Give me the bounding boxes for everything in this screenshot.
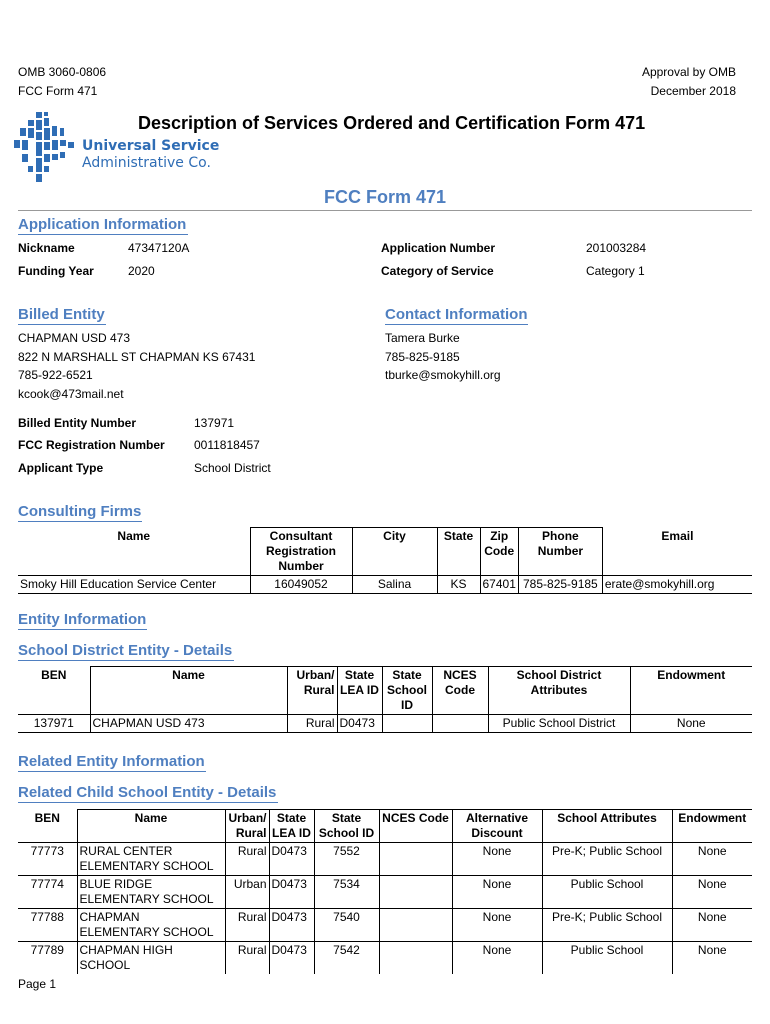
consulting-heading: Consulting Firms [18, 503, 142, 520]
billed-entity-heading: Billed Entity [18, 306, 105, 323]
cell-endowment: None [672, 942, 752, 975]
cell-name: RURAL CENTER ELEMENTARY SCHOOL [77, 843, 225, 876]
related-underline [18, 771, 206, 772]
col-state: State [437, 528, 480, 576]
billed-address: 822 N MARSHALL ST CHAPMAN KS 67431 [18, 350, 256, 364]
cell-zip: 67401 [480, 576, 518, 594]
cell-endowment: None [672, 876, 752, 909]
cell-endowment: None [672, 843, 752, 876]
cell-urban-rural: Rural [225, 942, 269, 975]
cell-state-lea: D0473 [269, 942, 314, 975]
cell-state-school: 7542 [314, 942, 379, 975]
col-name: Name [77, 810, 225, 843]
cell-endowment: None [630, 715, 752, 733]
col-ben: BEN [18, 667, 90, 715]
col-endowment: Endowment [672, 810, 752, 843]
approval-date: December 2018 [650, 84, 736, 98]
cell-attributes: Public School [542, 876, 672, 909]
cell-reg: 16049052 [250, 576, 352, 594]
frn-label: FCC Registration Number [18, 438, 165, 452]
cell-state-lea: D0473 [269, 909, 314, 942]
col-consultant-reg: Consultant Registration Number [250, 528, 352, 576]
table-row [18, 942, 752, 975]
contact-name: Tamera Burke [385, 331, 460, 345]
col-zip: Zip Code [480, 528, 518, 576]
col-name: Name [90, 667, 287, 715]
district-underline [18, 660, 234, 661]
cell-name: CHAPMAN USD 473 [90, 715, 287, 733]
cell-city: Salina [352, 576, 437, 594]
col-name: Name [18, 528, 250, 576]
col-nces: NCES Code [432, 667, 488, 715]
applicant-type-value: School District [194, 461, 271, 475]
col-state-school: State School ID [382, 667, 432, 715]
cell-endowment: None [672, 909, 752, 942]
entity-underline [18, 629, 147, 630]
district-subheading: School District Entity - Details [18, 642, 233, 659]
ben-value: 137971 [194, 416, 235, 430]
cell-nces [379, 942, 452, 975]
cell-ben: 137971 [18, 715, 90, 733]
cell-urban-rural: Rural [225, 843, 269, 876]
cell-nces [379, 843, 452, 876]
cell-phone: 785-825-9185 [518, 576, 602, 594]
cell-urban-rural: Rural [225, 909, 269, 942]
child-table [18, 809, 752, 974]
col-state-lea: State LEA ID [337, 667, 382, 715]
cell-name: Smoky Hill Education Service Center [18, 576, 250, 594]
cell-attributes: Public School District [488, 715, 630, 733]
col-urban-rural: Urban/ Rural [287, 667, 337, 715]
app-number-label: Application Number [381, 241, 496, 255]
applicant-type-label: Applicant Type [18, 461, 104, 475]
table-row [18, 715, 752, 733]
contact-underline [385, 324, 528, 325]
page-number: Page 1 [18, 977, 57, 991]
cell-state: KS [437, 576, 480, 594]
col-attributes: School Attributes [542, 810, 672, 843]
billed-phone: 785-922-6521 [18, 368, 93, 382]
cell-urban-rural: Urban [225, 876, 269, 909]
cell-state-school [382, 715, 432, 733]
cell-name: CHAPMAN HIGH SCHOOL [77, 942, 225, 975]
contact-email: tburke@smokyhill.org [385, 368, 501, 382]
cell-alt-discount: None [452, 909, 542, 942]
related-heading: Related Entity Information [18, 753, 205, 770]
table-row [18, 843, 752, 876]
cell-state-school: 7534 [314, 876, 379, 909]
cell-ben: 77773 [18, 843, 77, 876]
divider [18, 210, 752, 211]
page-title: Description of Services Ordered and Certification Form 471 [138, 113, 646, 133]
cell-state-school: 7552 [314, 843, 379, 876]
cell-attributes: Pre-K; Public School [542, 843, 672, 876]
col-urban-rural: Urban/ Rural [225, 810, 269, 843]
cell-state-lea: D0473 [269, 876, 314, 909]
child-subheading: Related Child School Entity - Details [18, 784, 277, 801]
cell-state-school: 7540 [314, 909, 379, 942]
app-number-value: 201003284 [586, 241, 647, 255]
cell-alt-discount: None [452, 876, 542, 909]
col-state-lea: State LEA ID [269, 810, 314, 843]
cell-urban-rural: Rural [287, 715, 337, 733]
application-heading: Application Information [18, 216, 187, 233]
col-state-school: State School ID [314, 810, 379, 843]
cell-state-lea: D0473 [269, 843, 314, 876]
billed-name: CHAPMAN USD 473 [18, 331, 131, 345]
col-ben: BEN [18, 810, 77, 843]
col-endowment: Endowment [630, 667, 752, 715]
cell-ben: 77789 [18, 942, 77, 975]
col-alt-discount: Alternative Discount [452, 810, 542, 843]
consulting-table [18, 527, 752, 594]
table-row [18, 576, 752, 594]
approval-label: Approval by OMB [641, 65, 736, 79]
contact-phone: 785-825-9185 [385, 350, 460, 364]
col-city: City [352, 528, 437, 576]
cell-nces [379, 876, 452, 909]
funding-year-value: 2020 [128, 264, 155, 278]
nickname-value: 47347120A [128, 241, 190, 255]
contact-heading: Contact Information [385, 306, 528, 323]
district-table [18, 666, 752, 733]
cell-name: BLUE RIDGE ELEMENTARY SCHOOL [77, 876, 225, 909]
cell-attributes: Public School [542, 942, 672, 975]
entity-heading: Entity Information [18, 611, 147, 628]
omb-number: OMB 3060-0806 [18, 65, 107, 79]
cell-ben: 77774 [18, 876, 77, 909]
form-name: FCC Form 471 [323, 187, 447, 207]
cell-nces [432, 715, 488, 733]
cell-name: CHAPMAN ELEMENTARY SCHOOL [77, 909, 225, 942]
table-row [18, 876, 752, 909]
billed-email: kcook@473mail.net [18, 387, 124, 401]
frn-value: 0011818457 [194, 438, 260, 452]
table-row [18, 909, 752, 942]
child-underline [18, 802, 278, 803]
billed-underline [18, 324, 106, 325]
cell-email: erate@smokyhill.org [602, 576, 752, 594]
col-phone: Phone Number [518, 528, 602, 576]
usac-logo [14, 112, 84, 186]
consulting-underline [18, 521, 142, 522]
nickname-label: Nickname [18, 241, 75, 255]
category-label: Category of Service [381, 264, 494, 278]
cell-ben: 77788 [18, 909, 77, 942]
cell-alt-discount: None [452, 843, 542, 876]
col-attributes: School District Attributes [488, 667, 630, 715]
funding-year-label: Funding Year [18, 264, 94, 278]
col-email: Email [602, 528, 752, 576]
col-nces: NCES Code [379, 810, 452, 843]
cell-alt-discount: None [452, 942, 542, 975]
form-label: FCC Form 471 [18, 84, 98, 98]
application-underline [18, 234, 188, 235]
category-value: Category 1 [586, 264, 645, 278]
ben-label: Billed Entity Number [18, 416, 137, 430]
logo-line1: Universal Service [82, 138, 220, 154]
cell-attributes: Pre-K; Public School [542, 909, 672, 942]
cell-nces [379, 909, 452, 942]
logo-line2: Administrative Co. [82, 155, 211, 171]
cell-state-lea: D0473 [337, 715, 382, 733]
